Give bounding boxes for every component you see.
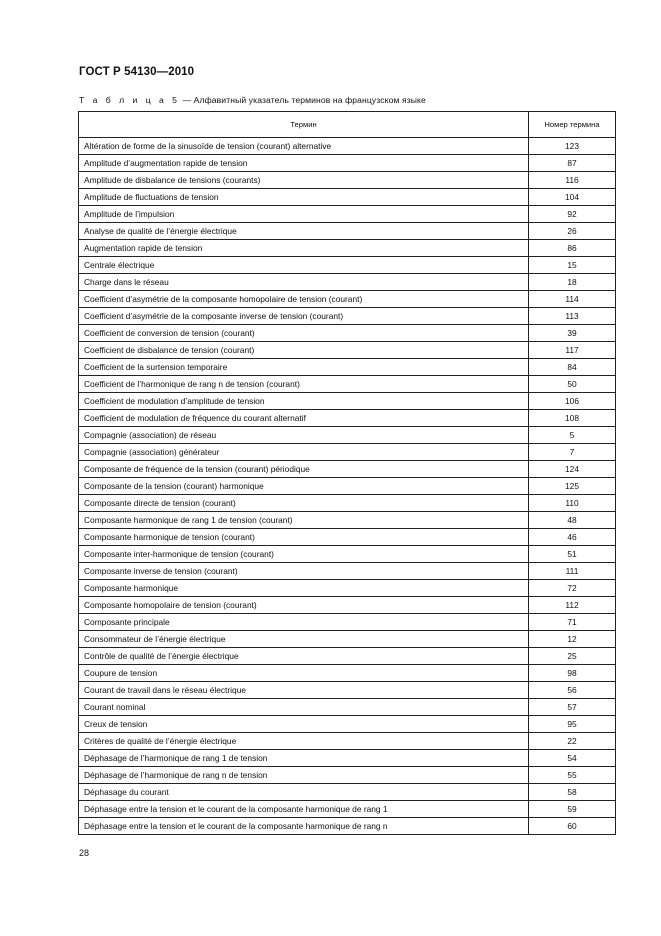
term-cell: Amplitude de l’impulsion bbox=[79, 206, 529, 223]
table-row bbox=[79, 495, 616, 512]
term-number-cell: 56 bbox=[529, 682, 616, 699]
term-cell: Consommateur de l’énergie électrique bbox=[79, 631, 529, 648]
table-row bbox=[79, 189, 616, 206]
table-row bbox=[79, 512, 616, 529]
column-header-number: Номер термина bbox=[529, 112, 616, 138]
table-row bbox=[79, 410, 616, 427]
table-row bbox=[79, 427, 616, 444]
table-caption-title: — Алфавитный указатель терминов на французском языке bbox=[179, 95, 426, 105]
table-row bbox=[79, 155, 616, 172]
table-row bbox=[79, 580, 616, 597]
term-cell: Courant de travail dans le réseau électrique bbox=[79, 682, 529, 699]
term-number-cell: 57 bbox=[529, 699, 616, 716]
term-cell: Charge dans le réseau bbox=[79, 274, 529, 291]
term-cell: Compagnie (association) générateur bbox=[79, 444, 529, 461]
table-row bbox=[79, 529, 616, 546]
term-number-cell: 112 bbox=[529, 597, 616, 614]
table-row bbox=[79, 206, 616, 223]
term-number-cell: 92 bbox=[529, 206, 616, 223]
term-number-cell: 26 bbox=[529, 223, 616, 240]
term-number-cell: 124 bbox=[529, 461, 616, 478]
term-cell: Déphasage entre la tension et le courant de la composante harmonique de rang n bbox=[79, 818, 529, 835]
table-caption bbox=[79, 95, 426, 105]
table-row bbox=[79, 274, 616, 291]
table-row bbox=[79, 784, 616, 801]
term-number-cell: 58 bbox=[529, 784, 616, 801]
term-number-cell: 87 bbox=[529, 155, 616, 172]
term-cell: Compagnie (association) de réseau bbox=[79, 427, 529, 444]
term-number-cell: 22 bbox=[529, 733, 616, 750]
term-cell: Déphasage entre la tension et le courant de la composante harmonique de rang 1 bbox=[79, 801, 529, 818]
term-number-cell: 114 bbox=[529, 291, 616, 308]
table-row bbox=[79, 325, 616, 342]
table-row bbox=[79, 393, 616, 410]
term-cell: Composante inverse de tension (courant) bbox=[79, 563, 529, 580]
term-cell: Composante harmonique de rang 1 de tension (courant) bbox=[79, 512, 529, 529]
term-number-cell: 7 bbox=[529, 444, 616, 461]
table-body bbox=[79, 138, 616, 835]
term-cell: Critères de qualité de l’énergie électrique bbox=[79, 733, 529, 750]
term-cell: Coefficient de modulation d’amplitude de tension bbox=[79, 393, 529, 410]
term-number-cell: 54 bbox=[529, 750, 616, 767]
term-number-cell: 95 bbox=[529, 716, 616, 733]
term-cell: Composante harmonique bbox=[79, 580, 529, 597]
term-cell: Courant nominal bbox=[79, 699, 529, 716]
table-row bbox=[79, 597, 616, 614]
term-number-cell: 46 bbox=[529, 529, 616, 546]
table-row bbox=[79, 733, 616, 750]
table-row bbox=[79, 767, 616, 784]
term-number-cell: 104 bbox=[529, 189, 616, 206]
table-row bbox=[79, 682, 616, 699]
table-row bbox=[79, 478, 616, 495]
table-row bbox=[79, 444, 616, 461]
term-number-cell: 60 bbox=[529, 818, 616, 835]
column-header-term: Термин bbox=[79, 112, 529, 138]
table-row bbox=[79, 342, 616, 359]
table-row bbox=[79, 818, 616, 835]
term-cell: Amplitude d’augmentation rapide de tension bbox=[79, 155, 529, 172]
term-cell: Augmentation rapide de tension bbox=[79, 240, 529, 257]
term-number-cell: 108 bbox=[529, 410, 616, 427]
term-cell: Déphasage de l’harmonique de rang 1 de tension bbox=[79, 750, 529, 767]
term-number-cell: 84 bbox=[529, 359, 616, 376]
term-number-cell: 123 bbox=[529, 138, 616, 155]
term-number-cell: 98 bbox=[529, 665, 616, 682]
term-number-cell: 18 bbox=[529, 274, 616, 291]
table-row bbox=[79, 648, 616, 665]
table-row bbox=[79, 563, 616, 580]
term-number-cell: 25 bbox=[529, 648, 616, 665]
term-cell: Coefficient de l’harmonique de rang n de tension (courant) bbox=[79, 376, 529, 393]
term-number-cell: 50 bbox=[529, 376, 616, 393]
term-cell: Contrôle de qualité de l’énergie électrique bbox=[79, 648, 529, 665]
term-number-cell: 71 bbox=[529, 614, 616, 631]
table-row bbox=[79, 257, 616, 274]
term-cell: Composante principale bbox=[79, 614, 529, 631]
term-cell: Altération de forme de la sinusoïde de tension (courant) alternative bbox=[79, 138, 529, 155]
term-number-cell: 55 bbox=[529, 767, 616, 784]
term-cell: Déphasage du courant bbox=[79, 784, 529, 801]
term-number-cell: 48 bbox=[529, 512, 616, 529]
term-number-cell: 15 bbox=[529, 257, 616, 274]
term-cell: Creux de tension bbox=[79, 716, 529, 733]
table-row bbox=[79, 801, 616, 818]
table-row bbox=[79, 172, 616, 189]
table-row bbox=[79, 614, 616, 631]
term-number-cell: 12 bbox=[529, 631, 616, 648]
term-cell: Coupure de tension bbox=[79, 665, 529, 682]
table-row bbox=[79, 138, 616, 155]
term-cell: Coefficient d’asymétrie de la composante inverse de tension (courant) bbox=[79, 308, 529, 325]
term-number-cell: 86 bbox=[529, 240, 616, 257]
term-number-cell: 106 bbox=[529, 393, 616, 410]
table-caption-label: Т а б л и ц а 5 bbox=[79, 95, 180, 105]
table-row bbox=[79, 376, 616, 393]
term-cell: Coefficient de disbalance de tension (courant) bbox=[79, 342, 529, 359]
term-cell: Composante de la tension (courant) harmonique bbox=[79, 478, 529, 495]
term-cell: Composante inter-harmonique de tension (courant) bbox=[79, 546, 529, 563]
table-row bbox=[79, 308, 616, 325]
table-row bbox=[79, 665, 616, 682]
table-header-row bbox=[79, 112, 616, 138]
term-number-cell: 111 bbox=[529, 563, 616, 580]
term-number-cell: 39 bbox=[529, 325, 616, 342]
term-cell: Composante harmonique de tension (courant) bbox=[79, 529, 529, 546]
term-cell: Coefficient d’asymétrie de la composante homopolaire de tension (courant) bbox=[79, 291, 529, 308]
term-cell: Analyse de qualité de l’énergie électrique bbox=[79, 223, 529, 240]
term-number-cell: 72 bbox=[529, 580, 616, 597]
term-cell: Centrale électrique bbox=[79, 257, 529, 274]
table-row bbox=[79, 716, 616, 733]
term-cell: Coefficient de conversion de tension (courant) bbox=[79, 325, 529, 342]
term-cell: Composante directe de tension (courant) bbox=[79, 495, 529, 512]
standard-header: ГОСТ Р 54130—2010 bbox=[79, 66, 195, 78]
table-row bbox=[79, 461, 616, 478]
term-number-cell: 116 bbox=[529, 172, 616, 189]
table-row bbox=[79, 223, 616, 240]
table-row bbox=[79, 750, 616, 767]
term-number-cell: 51 bbox=[529, 546, 616, 563]
table-row bbox=[79, 291, 616, 308]
term-index-table bbox=[78, 111, 616, 835]
term-number-cell: 5 bbox=[529, 427, 616, 444]
term-cell: Composante de fréquence de la tension (courant) périodique bbox=[79, 461, 529, 478]
term-number-cell: 110 bbox=[529, 495, 616, 512]
term-number-cell: 117 bbox=[529, 342, 616, 359]
term-number-cell: 59 bbox=[529, 801, 616, 818]
term-number-cell: 113 bbox=[529, 308, 616, 325]
table-row bbox=[79, 631, 616, 648]
table-row bbox=[79, 359, 616, 376]
term-cell: Amplitude de fluctuations de tension bbox=[79, 189, 529, 206]
table-row bbox=[79, 699, 616, 716]
term-cell: Déphasage de l’harmonique de rang n de tension bbox=[79, 767, 529, 784]
term-cell: Composante homopolaire de tension (courant) bbox=[79, 597, 529, 614]
term-cell: Coefficient de la surtension temporaire bbox=[79, 359, 529, 376]
table-row bbox=[79, 240, 616, 257]
table-row bbox=[79, 546, 616, 563]
page-number: 28 bbox=[79, 848, 90, 858]
term-number-cell: 125 bbox=[529, 478, 616, 495]
term-cell: Amplitude de disbalance de tensions (courants) bbox=[79, 172, 529, 189]
term-cell: Coefficient de modulation de fréquence du courant alternatif bbox=[79, 410, 529, 427]
